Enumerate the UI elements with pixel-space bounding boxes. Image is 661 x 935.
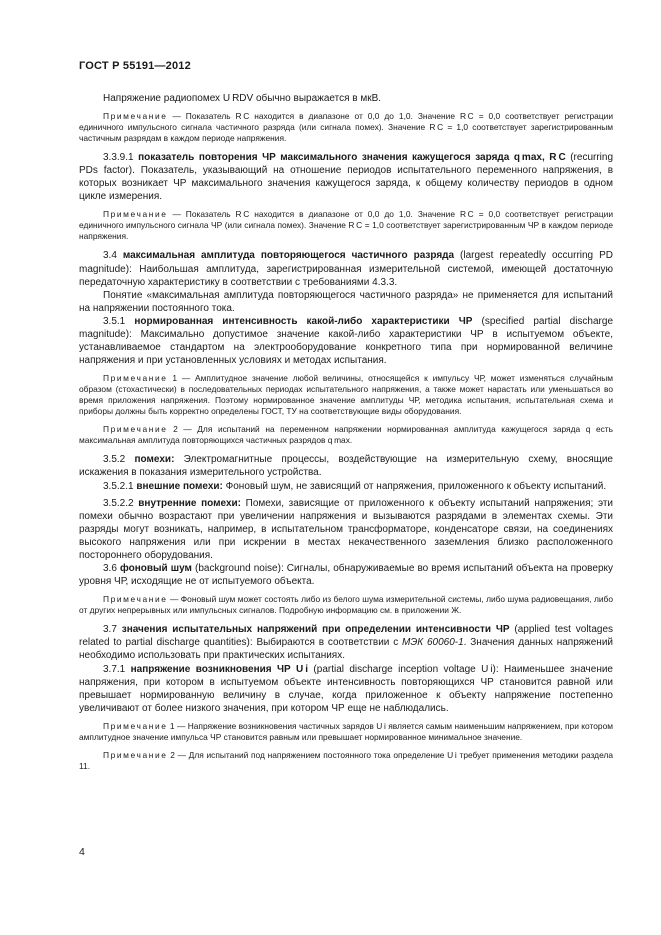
- note-label: Примечание: [103, 424, 168, 435]
- note-rc-range-2: [79, 209, 613, 242]
- clause-number: 3.5.2: [103, 454, 135, 466]
- clause-number: 3.5.2.2: [103, 497, 139, 509]
- note-label: Примечание: [103, 720, 168, 731]
- clause-number: 3.5.1: [103, 315, 135, 327]
- clause-text: (largest repeatedly occurring PD magnitude): Наибольшая амплитуда, зарегистрированная измерительной системой, имеющей достаточную передаточную характеристику в соответствии с требованиями 4.3.3.: [79, 250, 613, 288]
- clause-3-5-2: [79, 453, 613, 479]
- clause-3-3-9-1: [79, 151, 613, 203]
- document-body: [79, 92, 613, 779]
- note-text: — Показатель R C находится в диапазоне от 0,0 до 1,0. Значение R C = 0,0 соответствует регистрации единичного импульсного сигнала частичного разряда (или сигнала помех). Значение R C = 1,0 соответствует зарегистрированным частичным разрядам в каждом периоде напряжения.: [79, 111, 613, 144]
- clause-number: 3.7: [103, 624, 122, 636]
- clause-term: значения испытательных напряжений при определении интенсивности ЧР: [121, 624, 510, 636]
- clause-text: (specified partial discharge magnitude): Максимально допустимое значение какой-либо характеристики ЧР в испытуемом объекте, устанавливаемое стандартом на электрооборудование конкретного типа при нормированной величине напряжения и при установленных условиях и методах испытания.: [79, 315, 614, 367]
- clause-3-5-1: [79, 315, 613, 367]
- clause-term: внешние помехи:: [136, 480, 223, 492]
- clause-term: нормированная интенсивность какой-либо характеристики ЧР: [134, 315, 473, 327]
- clause-term: максимальная амплитуда повторяющегося частичного разряда: [122, 250, 455, 262]
- clause-3-5-2-2: [79, 497, 613, 562]
- note-text: — Показатель R C находится в диапазоне от 0,0 до 1,0. Значение R C = 0,0 соответствует регистрации единичного импульсного сигнала ЧР (или сигнала помех). Значение R C = 1,0 соответствует зарегистрированным ЧР в каждом периоде напряжения.: [79, 209, 613, 242]
- clause-text: Электромагнитные процессы, воздействующие на измерительную схему, вносящие искажения в показания измерительного устройства.: [79, 454, 613, 479]
- clause-term: фоновый шум: [119, 563, 192, 575]
- note-text: 1 — Напряжение возникновения частичных зарядов U i является самым наименьшим напряжением, при котором амплитудное значение импульса ЧР становится равным или превышает нормированное минимальное значение.: [79, 720, 613, 742]
- clause-number: 3.5.2.1: [103, 480, 137, 492]
- clause-text: (applied test voltages related to partial discharge quantities): Выбираются в соответствии с: [79, 624, 614, 649]
- note-rc-range-1: [79, 111, 613, 144]
- clause-3-7-1: [79, 663, 613, 715]
- note-inception-1: [79, 721, 613, 743]
- clause-number: 3.7.1: [103, 663, 131, 675]
- clause-text: . Значения данных напряжений необходимо использовать при практических испытаниях.: [79, 637, 614, 662]
- clause-3-6: [79, 562, 613, 588]
- clause-text: (background noise): Сигналы, обнаруживаемые во время испытаний объекта на проверку уровня ЧР, исходящие не от испытуемого объекта.: [79, 563, 613, 588]
- note-text: 1 — Амплитудное значение любой величины, относящейся к импульсу ЧР, может изменяться случайным образом (стохастически) в последовательных периодах испытательного напряжения, а также может нарастать или уменьшаться во время приложения напряжения. Поэтому нормированное значение амплитуды ЧР, методика испытания, испытательная схема и приборы должны быть корректно определены ГОСТ, ТУ на соответствующие виды оборудования.: [79, 373, 613, 417]
- clause-3-5-2-1: [79, 480, 613, 493]
- note-text: 2 — Для испытаний на переменном напряжении нормированная амплитуда кажущегося заряда q есть максимальная амплитуда повторяющихся частичных разрядов q max.: [79, 424, 613, 446]
- clause-term: показатель повторения ЧР максимального значения кажущегося заряда q max, R C: [138, 152, 566, 164]
- clause-term: внутренние помехи:: [138, 497, 242, 509]
- note-inception-2: [79, 750, 613, 772]
- paragraph-dc-concept: Понятие «максимальная амплитуда повторяющегося частичного разряда» не применяется для испытаний на напряжении постоянного тока.: [79, 289, 613, 314]
- note-label: Примечание: [103, 209, 168, 220]
- clause-text: (partial discharge inception voltage U i): Наименьшее значение напряжения, при котором в испытуемом объекте интенсивность повторяющихся ЧР становится равной или превышает нормированную величину в случае, когда приложенное к объекту напряжение постепенно увеличивают от более низкого значения, при котором ЧР еще не наблюдались.: [79, 663, 613, 714]
- clause-3-7: [79, 623, 613, 662]
- clause-text: Помехи, зависящие от приложенного к объекту испытаний напряжения; эти помехи обычно возрастают при увеличении напряжения и вызываются разрядами в элементах схемы. Эти разряды могут возникать, например, в испытательном трансформаторе, конденсаторе связи, на соединениях высокого напряжения или при искрении в местах некачественного заземления близко расположенного постороннего оборудования.: [79, 497, 614, 561]
- standard-reference: МЭК 60060-1: [402, 637, 464, 649]
- note-label: Примечание: [103, 111, 168, 122]
- paragraph-rdv-voltage: Напряжение радиопомех U RDV обычно выражается в мкВ.: [103, 93, 382, 104]
- clause-text: Фоновый шум, не зависящий от напряжения, приложенного к объекту испытаний.: [222, 480, 607, 492]
- standard-header: ГОСТ Р 55191—2012: [79, 60, 191, 72]
- note-background-noise: [79, 594, 613, 616]
- note-text: 2 — Для испытаний под напряжением постоянного тока определение U i требует применения методики раздела 11.: [79, 749, 613, 771]
- clause-number: 3.4: [103, 250, 123, 262]
- clause-number: 3.3.9.1: [103, 152, 139, 164]
- clause-text: (recurring PDs factor). Показатель, указывающий на отношение периодов испытательного переменного напряжения, в которых возникает ЧР максимального значения кажущегося заряда, к общему количеству периодов в одном цикле измерения.: [79, 152, 614, 203]
- clause-number: 3.6: [103, 563, 120, 575]
- page-number: 4: [79, 846, 85, 858]
- note-label: Примечание: [103, 373, 168, 384]
- clause-3-4: [79, 249, 613, 288]
- note-amplitude-2: [79, 424, 613, 446]
- clause-term: помехи:: [134, 454, 175, 466]
- note-text: — Фоновый шум может состоять либо из белого шума измерительной системы, либо шума радиовещания, либо от других непрерывных или импульсных сигналов. Подробную информацию см. в приложении Ж.: [79, 594, 613, 616]
- clause-term: напряжение возникновения ЧР U i: [130, 663, 309, 675]
- note-label: Примечание: [103, 594, 168, 605]
- note-amplitude-1: [79, 373, 613, 417]
- note-label: Примечание: [103, 749, 168, 760]
